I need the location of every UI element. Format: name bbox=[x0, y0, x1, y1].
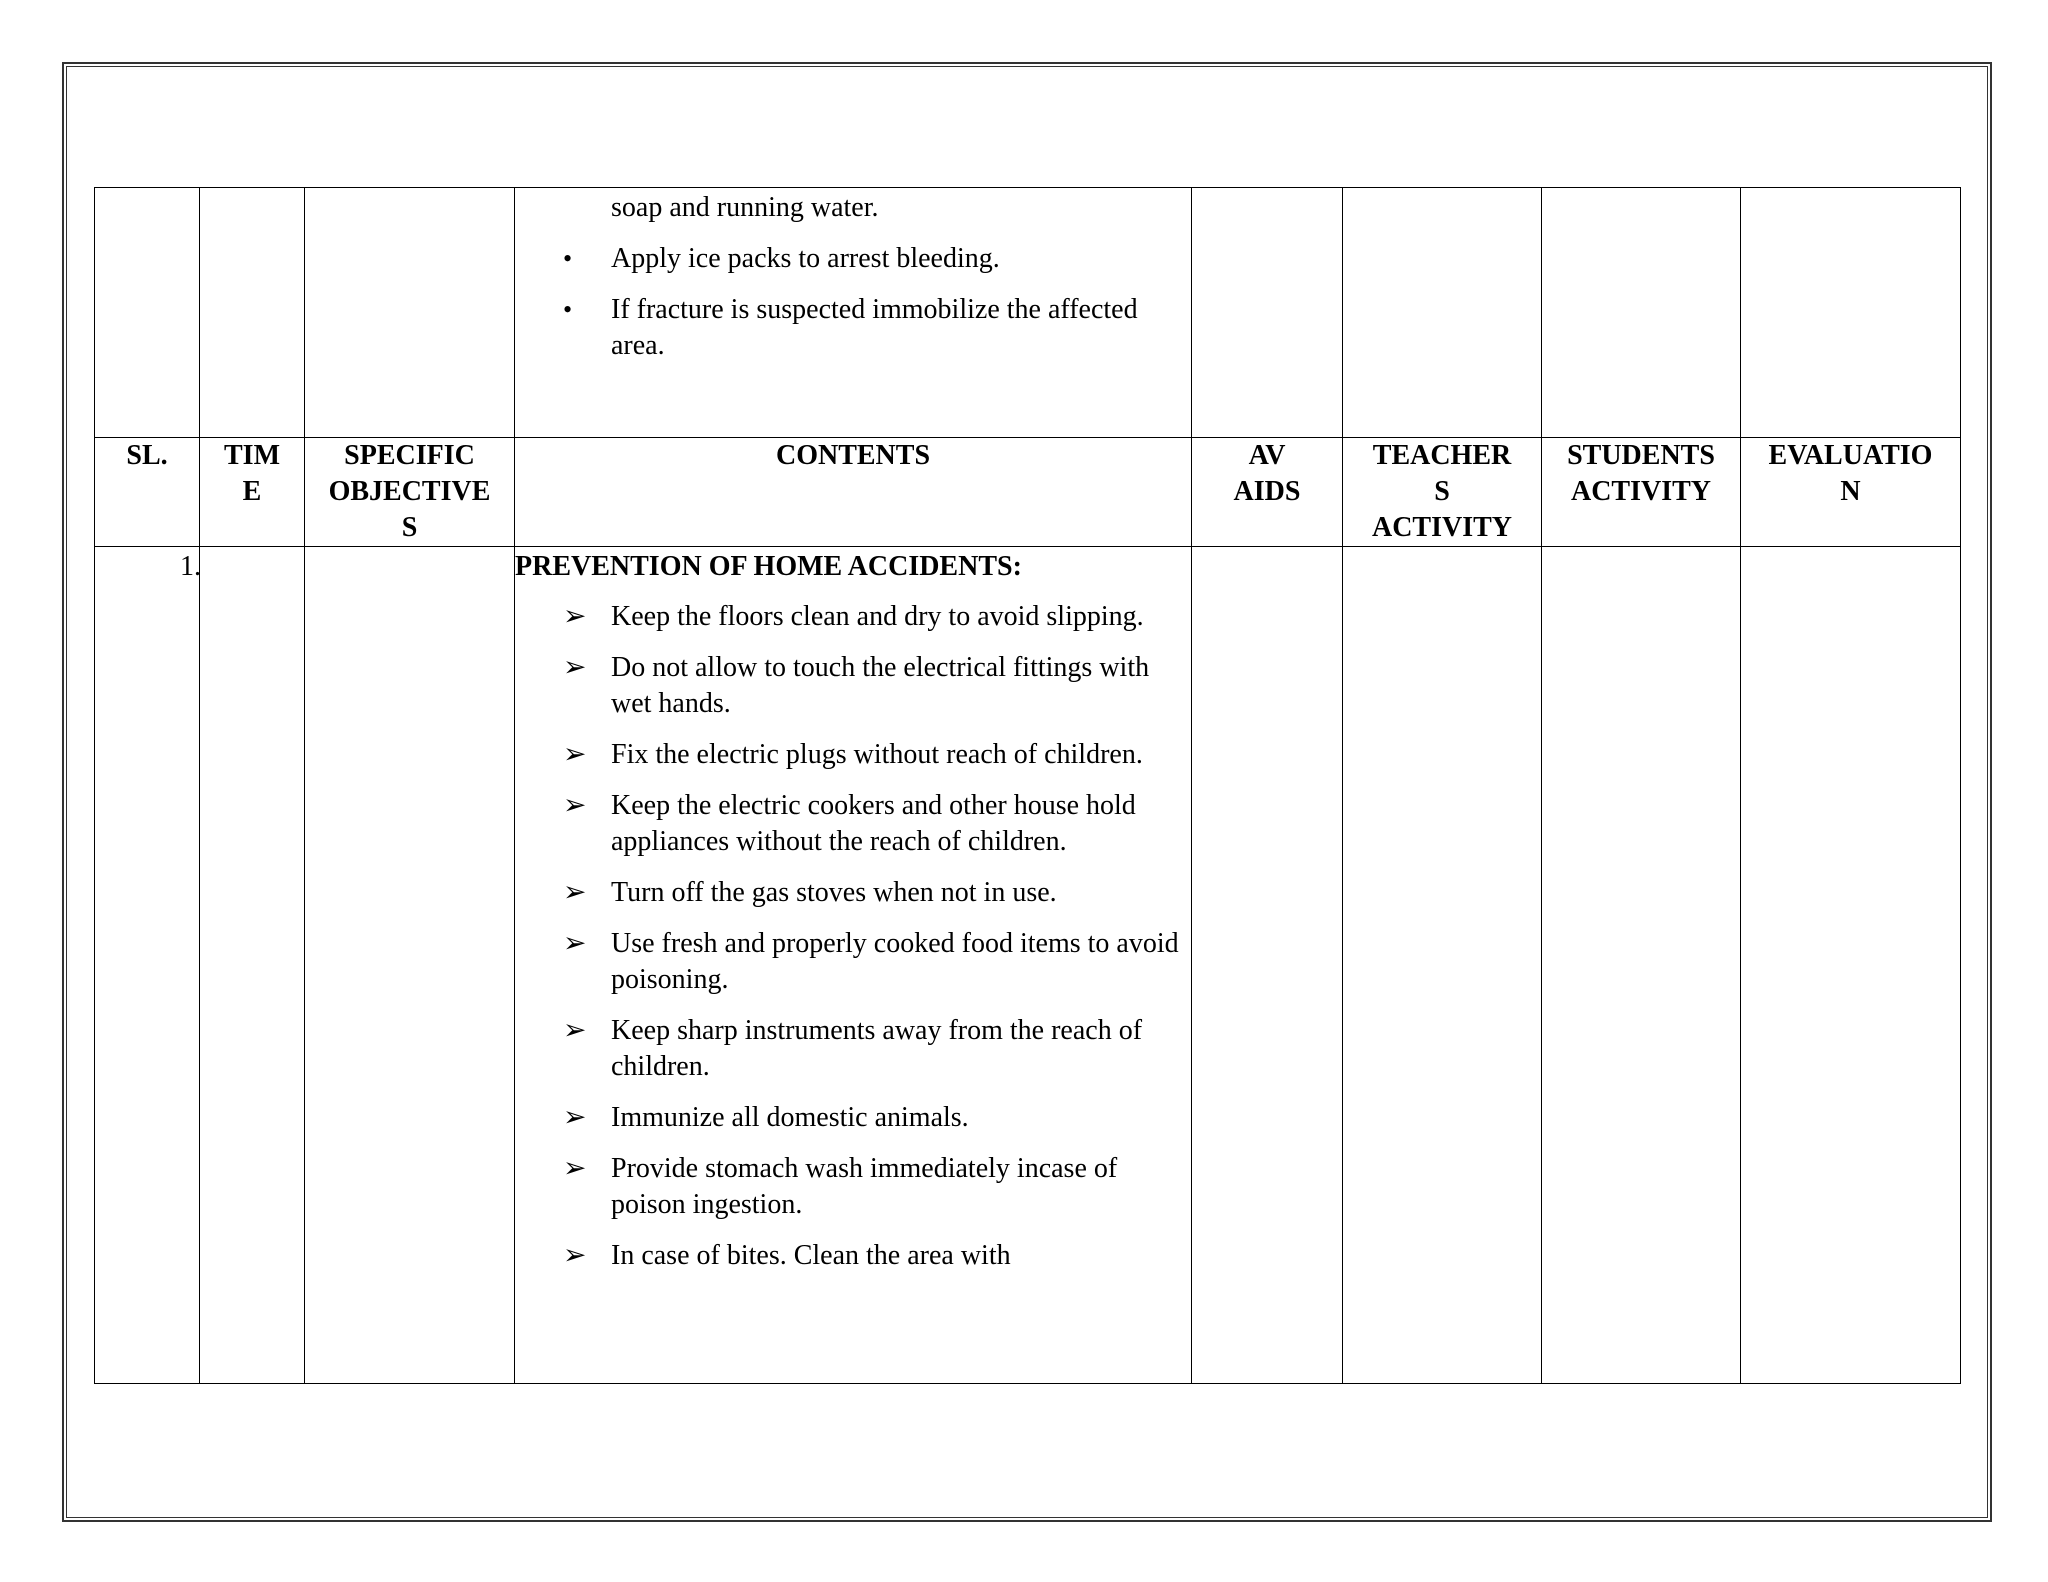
cell-av-aids bbox=[1192, 547, 1343, 1384]
cell-teachers-activity bbox=[1343, 547, 1542, 1384]
arrow-bullet-icon: ➢ bbox=[563, 739, 587, 770]
cell-contents-continued bbox=[515, 188, 1192, 438]
header-time: TIM E bbox=[200, 438, 305, 547]
cell-students-activity bbox=[1542, 547, 1741, 1384]
cell-evaluation-empty bbox=[1741, 188, 1961, 438]
header-students-activity: STUDENTS ACTIVITY bbox=[1542, 438, 1741, 547]
continued-bullet-list bbox=[515, 241, 1191, 364]
list-item: ➢ Fix the electric plugs without reach of children. bbox=[515, 737, 1191, 773]
list-item: ➢ In case of bites. Clean the area with bbox=[515, 1238, 1191, 1274]
arrow-bullet-icon: ➢ bbox=[563, 1153, 587, 1184]
header-sl: SL. bbox=[95, 438, 200, 547]
main-row bbox=[95, 547, 1961, 1384]
section-title: PREVENTION OF HOME ACCIDENTS: bbox=[515, 551, 1022, 582]
list-item: ➢ Keep the floors clean and dry to avoid slipping. bbox=[515, 599, 1191, 635]
arrow-bullet-icon: ➢ bbox=[563, 790, 587, 821]
cell-students-empty bbox=[1542, 188, 1741, 438]
cell-sl-empty bbox=[95, 188, 200, 438]
arrow-bullet-icon: ➢ bbox=[563, 601, 587, 632]
header-av-aids: AV AIDS bbox=[1192, 438, 1343, 547]
serial-number: 1. bbox=[180, 551, 201, 582]
arrow-bullet-icon: ➢ bbox=[563, 652, 587, 683]
list-item: ➢ Immunize all domestic animals. bbox=[515, 1100, 1191, 1136]
continued-row bbox=[95, 188, 1961, 438]
header-specific-objectives: SPECIFIC OBJECTIVE S bbox=[305, 438, 515, 547]
list-item: • Apply ice packs to arrest bleeding. bbox=[515, 241, 1191, 277]
cell-teachers-empty bbox=[1343, 188, 1542, 438]
list-item: ➢ Do not allow to touch the electrical fittings with wet hands. bbox=[563, 652, 1150, 719]
cell-time bbox=[200, 547, 305, 1384]
list-item: ➢ Provide stomach wash immediately incase of poison ingestion. bbox=[563, 1153, 1118, 1220]
header-contents: CONTENTS bbox=[515, 438, 1192, 547]
arrow-bullet-icon: ➢ bbox=[563, 1015, 587, 1046]
cell-objectives bbox=[305, 547, 515, 1384]
cell-evaluation bbox=[1741, 547, 1961, 1384]
header-teachers-activity: TEACHER S ACTIVITY bbox=[1343, 438, 1542, 547]
arrow-bullet-icon: ➢ bbox=[563, 1240, 587, 1271]
bullet-icon: • bbox=[563, 244, 573, 273]
arrow-bullet-icon: ➢ bbox=[563, 928, 587, 959]
list-item: ➢ Keep sharp instruments away from the reach of children. bbox=[563, 1015, 1143, 1082]
list-item: • If fracture is suspected immobilize the affected area. bbox=[563, 294, 1138, 361]
list-item: ➢ Turn off the gas stoves when not in use. bbox=[515, 875, 1191, 911]
continued-text: soap and running water. bbox=[611, 192, 879, 223]
cell-objectives-empty bbox=[305, 188, 515, 438]
arrow-bullet-icon: ➢ bbox=[563, 877, 587, 908]
list-item: ➢ Use fresh and properly cooked food items to avoid poisoning. bbox=[563, 928, 1179, 995]
cell-contents bbox=[515, 547, 1192, 1384]
prevention-list bbox=[515, 599, 1191, 1274]
header-evaluation: EVALUATIO N bbox=[1741, 438, 1961, 547]
cell-time-empty bbox=[200, 188, 305, 438]
arrow-bullet-icon: ➢ bbox=[563, 1102, 587, 1133]
cell-av-aids-empty bbox=[1192, 188, 1343, 438]
bullet-icon: • bbox=[563, 295, 573, 324]
header-row bbox=[95, 438, 1961, 547]
cell-sl bbox=[95, 547, 200, 1384]
list-item: ➢ Keep the electric cookers and other house hold appliances without the reach of children. bbox=[563, 790, 1136, 857]
lesson-plan-table bbox=[94, 187, 1961, 1384]
